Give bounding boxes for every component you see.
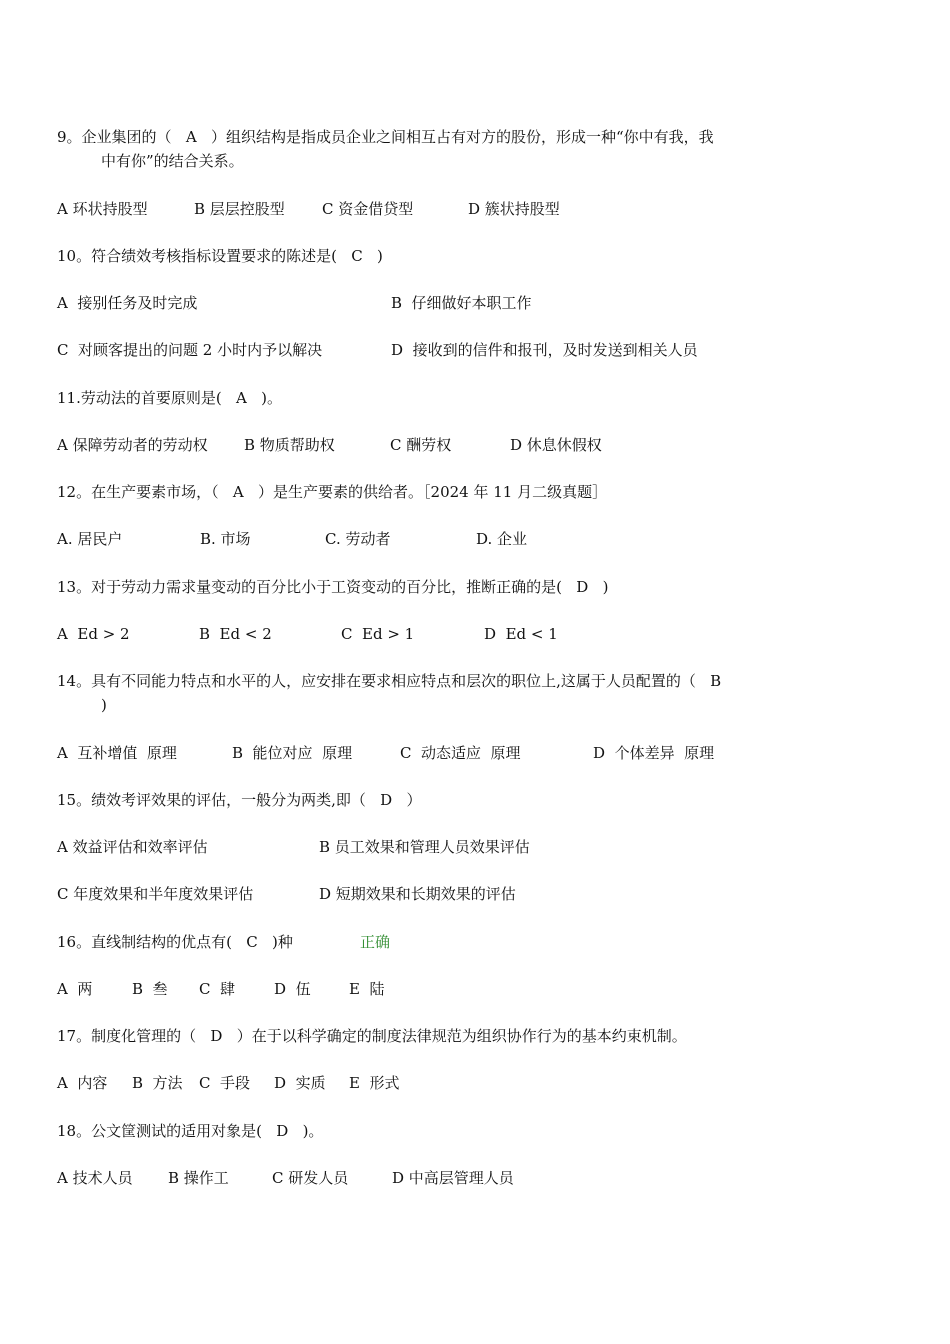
question-18-option-a: A 技术人员	[57, 1169, 133, 1187]
question-17-option-e: E 形式	[349, 1074, 400, 1092]
question-9-option-c: C 资金借贷型	[322, 200, 414, 218]
question-14-option-b: B 能位对应 原理	[232, 744, 353, 762]
question-13-option-d: D Ed < 1	[484, 625, 558, 643]
question-16-option-a: A 两	[57, 980, 93, 998]
question-14-option-a: A 互补增值 原理	[57, 744, 177, 762]
question-18-stem: 18。公文筐测试的适用对象是( D )。	[57, 1122, 324, 1140]
question-14-option-c: C 动态适应 原理	[400, 744, 521, 762]
question-18-option-b: B 操作工	[168, 1169, 229, 1187]
question-10-option-c: C 对顾客提出的问题 2 小时内予以解决	[57, 341, 323, 359]
question-17-option-a: A 内容	[57, 1074, 108, 1092]
question-14-stem-line1: 14。具有不同能力特点和水平的人，应安排在要求相应特点和层次的职位上,这属于人员配置的（ B	[57, 672, 722, 690]
question-16-option-e: E 陆	[349, 980, 385, 998]
question-15-option-c: C 年度效果和半年度效果评估	[57, 885, 254, 903]
correct-note: 正确	[360, 933, 391, 951]
question-15-stem: 15。绩效考评效果的评估，一般分为两类,即（ D ）	[57, 791, 422, 809]
question-9-option-d: D 簇状持股型	[468, 200, 560, 218]
question-17-stem: 17。制度化管理的（ D ）在于以科学确定的制度法律规范为组织协作行为的基本约束机制。	[57, 1027, 687, 1045]
question-11-option-b: B 物质帮助权	[244, 436, 335, 454]
question-12-option-b: B. 市场	[200, 530, 251, 548]
question-16-option-c: C 肆	[199, 980, 236, 998]
question-15-option-a: A 效益评估和效率评估	[57, 838, 208, 856]
question-15-option-d: D 短期效果和长期效果的评估	[319, 885, 516, 903]
question-18-option-c: C 研发人员	[272, 1169, 349, 1187]
question-12-option-c: C. 劳动者	[325, 530, 391, 548]
question-13-option-a: A Ed > 2	[57, 625, 130, 643]
question-16-option-d: D 伍	[274, 980, 311, 998]
question-17-option-c: C 手段	[199, 1074, 251, 1092]
question-17-option-b: B 方法	[132, 1074, 183, 1092]
question-16-option-b: B 叁	[132, 980, 168, 998]
question-11-option-c: C 酬劳权	[390, 436, 452, 454]
question-15-option-b: B 员工效果和管理人员效果评估	[319, 838, 530, 856]
question-11-option-d: D 休息休假权	[510, 436, 602, 454]
question-9-stem-line2: 中有你”的结合关系。	[101, 152, 244, 170]
question-10-option-a: A 接别任务及时完成	[57, 294, 198, 312]
question-9-stem-line1: 9。企业集团的（ A ）组织结构是指成员企业之间相互占有对方的股份，形成一种“你中有我，我	[57, 128, 714, 146]
question-12-option-d: D. 企业	[476, 530, 528, 548]
question-14-stem-line2: )	[101, 696, 107, 714]
question-11-stem: 11.劳动法的首要原则是( A )。	[57, 389, 283, 407]
question-10-option-d: D 接收到的信件和报刊，及时发送到相关人员	[391, 341, 698, 359]
question-13-option-c: C Ed > 1	[341, 625, 415, 643]
question-12-stem: 12。在生产要素市场，（ A ）是生产要素的供给者。［2024 年 11 月二级真题］	[57, 483, 608, 501]
question-18-option-d: D 中高层管理人员	[392, 1169, 514, 1187]
question-13-option-b: B Ed < 2	[199, 625, 272, 643]
question-14-option-d: D 个体差异 原理	[593, 744, 715, 762]
question-17-option-d: D 实质	[274, 1074, 326, 1092]
question-11-option-a: A 保障劳动者的劳动权	[57, 436, 208, 454]
question-10-option-b: B 仔细做好本职工作	[391, 294, 532, 312]
question-9-option-a: A 环状持股型	[57, 200, 148, 218]
question-9-option-b: B 层层控股型	[194, 200, 285, 218]
question-16-stem: 16。直线制结构的优点有( C )种	[57, 933, 293, 951]
question-12-option-a: A. 居民户	[57, 530, 123, 548]
question-10-stem: 10。符合绩效考核指标设置要求的陈述是( C )	[57, 247, 383, 265]
question-13-stem: 13。对于劳动力需求量变动的百分比小于工资变动的百分比，推断正确的是( D )	[57, 578, 609, 596]
